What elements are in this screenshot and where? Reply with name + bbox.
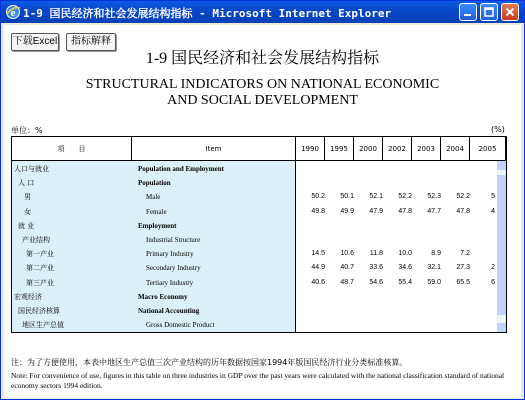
maximize-button[interactable] (480, 3, 498, 21)
header-year: 2005 (470, 137, 506, 161)
ie-icon (5, 4, 21, 20)
table-cell: 7.2 (460, 250, 470, 258)
maximize-icon (481, 4, 497, 20)
table-cell: 2 (491, 264, 495, 272)
download-excel-button[interactable]: 下载Excel (11, 33, 59, 51)
table-cell: 10.0 (398, 250, 412, 258)
table-cell: 4 (491, 207, 495, 215)
data-table (11, 136, 507, 333)
row-label-en: Employment (138, 221, 177, 230)
row-label-cn: 第三产业 (26, 278, 54, 287)
row-label-cn: 国民经济核算 (18, 307, 60, 315)
header-year: 1995 (325, 137, 354, 161)
table-cell: 33.6 (369, 264, 383, 272)
scroll-up-arrow[interactable] (497, 161, 506, 170)
row-label-en: Industrial Structure (146, 236, 201, 244)
table-cell: 49.9 (340, 207, 354, 215)
header-year: 2003 (412, 137, 441, 161)
row-label-cn: 人 口 (18, 179, 35, 188)
table-cell: 5 (491, 193, 495, 201)
table-cell: 40.7 (340, 264, 354, 272)
table-cell: 47.8 (398, 207, 412, 215)
note-en: Note: For convenience of use, figures in this table on three industries in GDP over the past years were calculated with the national classification standard of national economy sectors 1994 edition. (11, 371, 505, 390)
header-year: 2000 (354, 137, 383, 161)
page-title-en-line1: STRUCTURAL INDICATORS ON NATIONAL ECONOMIC (85, 77, 440, 92)
table-cell: 14.5 (311, 250, 325, 258)
table-cell: 54.6 (369, 278, 383, 286)
indicator-explanation-button[interactable]: 指标解释 (66, 33, 116, 51)
page-title-en-line2: AND SOCIAL DEVELOPMENT (167, 93, 358, 108)
table-cell: 44.9 (311, 264, 325, 272)
close-icon (502, 4, 518, 20)
table-cell: 52.2 (456, 193, 470, 201)
minimize-button[interactable] (459, 3, 477, 21)
table-cell: 10.6 (340, 250, 354, 258)
table-cell: 52.2 (398, 193, 412, 201)
page-content (4, 25, 521, 398)
row-label-cn: 第一产业 (26, 250, 54, 259)
vertical-scrollbar[interactable] (497, 161, 506, 332)
table-cell: 40.6 (311, 278, 325, 286)
header-year: 2002 (383, 137, 412, 161)
table-cell: 50.2 (311, 193, 325, 201)
row-label-cn: 女 (24, 207, 31, 216)
unit-label: 单位：% (11, 126, 43, 135)
table-cell: 52.3 (427, 193, 441, 201)
row-label-en: Gross Domestic Product (146, 321, 215, 330)
header-item-en: Item (132, 137, 296, 161)
row-label-en: Female (146, 207, 167, 216)
note-cn: 注：为了方便使用，本表中地区生产总值三次产业结构的历年数据按国家1994年版国民经济行业分类标准核算。 (11, 358, 408, 367)
row-label-en: Macro Economy (138, 292, 188, 301)
table-cell: 47.7 (427, 207, 441, 215)
row-label-cn: 人口与就业 (14, 165, 49, 173)
row-label-en: Primary Industry (146, 250, 194, 259)
table-cell: 6 (491, 278, 495, 286)
minimize-icon (460, 4, 476, 20)
table-cell: 50.1 (340, 193, 354, 201)
table-cell: 27.3 (456, 264, 470, 272)
close-button[interactable] (501, 3, 519, 21)
row-label-cn: 第二产业 (26, 264, 54, 273)
scroll-thumb[interactable] (497, 175, 506, 315)
row-label-en: Population (138, 179, 171, 188)
table-cell: 47.8 (456, 207, 470, 215)
page-title-en (4, 77, 521, 109)
header-year: 2004 (441, 137, 470, 161)
table-cell: 11.8 (369, 250, 383, 258)
row-label-en: Male (146, 193, 161, 202)
table-cell: 59.0 (427, 278, 441, 286)
table-cell: 49.8 (311, 207, 325, 215)
table-cell: 55.4 (398, 278, 412, 286)
row-label-en: National Accounting (138, 307, 200, 315)
row-label-cn: 男 (24, 193, 31, 202)
table-cell: 34.6 (398, 264, 412, 272)
page-title-cn: 1-9 国民经济和社会发展结构指标 (145, 50, 380, 67)
title-bar[interactable] (1, 1, 524, 23)
row-label-en: Secondary Industry (146, 264, 201, 273)
row-label-cn: 就 业 (18, 221, 35, 230)
row-label-cn: 地区生产总值 (22, 321, 64, 330)
scroll-down-arrow[interactable] (497, 323, 506, 332)
header-year: 1990 (296, 137, 325, 161)
table-cell: 47.9 (369, 207, 383, 215)
header-item-cn: 项 目 (12, 137, 132, 161)
window-title: 1-9 国民经济和社会发展结构指标 - Microsoft Internet Explorer (23, 7, 392, 20)
row-label-en: Population and Employment (138, 165, 224, 173)
row-label-cn: 宏观经济 (14, 292, 42, 301)
table-cell: 48.7 (340, 278, 354, 286)
svg-text:e: e (10, 7, 16, 19)
table-cell: 8.9 (431, 250, 441, 258)
table-cell: 52.1 (369, 193, 383, 201)
table-cell: 65.5 (456, 278, 470, 286)
percent-label: (%) (491, 125, 505, 134)
row-label-en: Tertiary Industry (146, 278, 194, 287)
row-label-cn: 产业结构 (22, 236, 50, 244)
table-cell: 32.1 (427, 264, 441, 272)
